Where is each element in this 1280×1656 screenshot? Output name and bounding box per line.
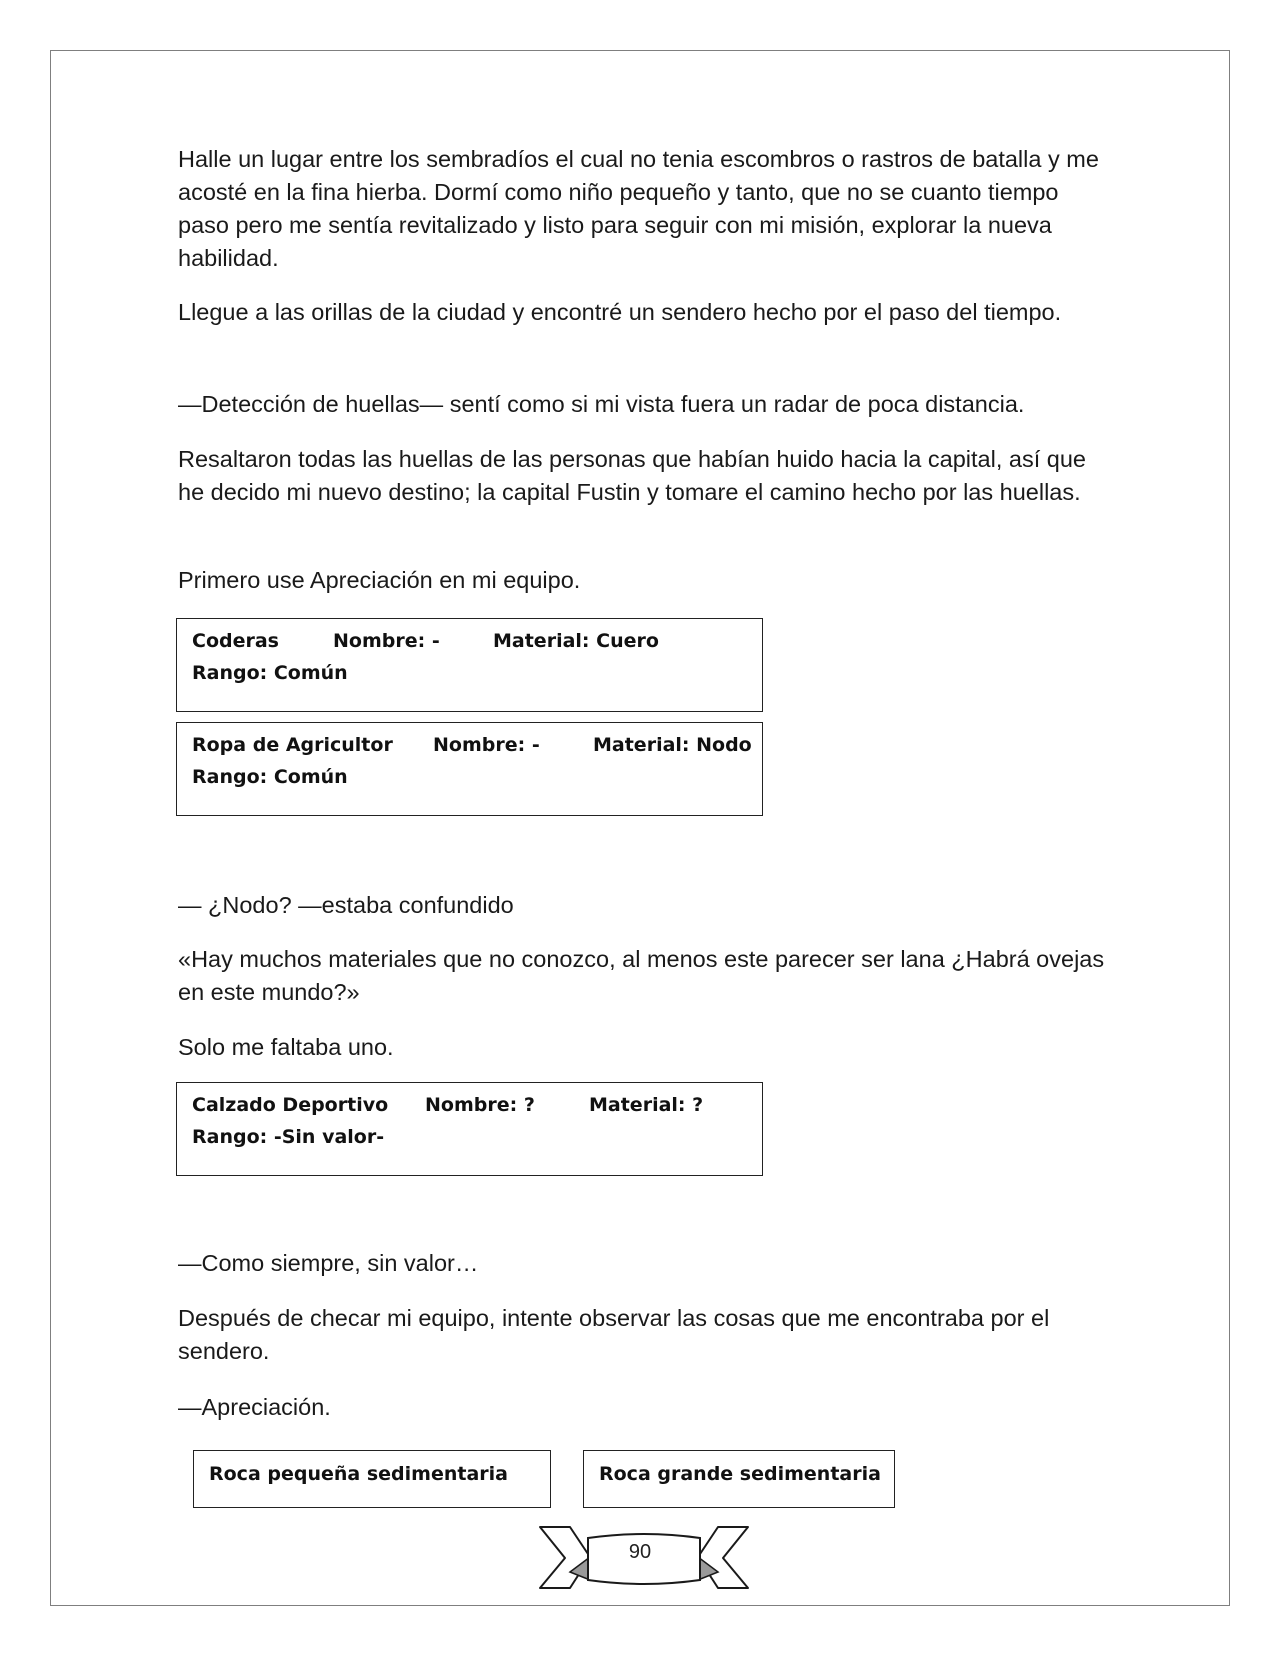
item-name: Roca grande sedimentaria bbox=[599, 1463, 881, 1485]
item-rango: Rango: Común bbox=[192, 766, 348, 788]
paragraph-8: Solo me faltaba uno. bbox=[178, 1034, 394, 1060]
item-name: Coderas bbox=[192, 630, 279, 652]
paragraph-11: —Apreciación. bbox=[178, 1394, 331, 1420]
item-material: Material: ? bbox=[589, 1094, 704, 1116]
item-name: Ropa de Agricultor bbox=[192, 734, 393, 756]
item-rango: Rango: -Sin valor- bbox=[192, 1126, 385, 1148]
paragraph-3: —Detección de huellas— sentí como si mi vista fuera un radar de poca distancia. bbox=[178, 391, 1025, 417]
item-rango: Rango: Común bbox=[192, 662, 348, 684]
paragraph-4: Resaltaron todas las huellas de las personas que habían huido hacia la capital, así que he decido mi nuevo destino; la capital Fustin y tomare el camino hecho por las huellas. bbox=[178, 446, 1086, 505]
paragraph-6: — ¿Nodo? —estaba confundido bbox=[178, 892, 514, 918]
paragraph-7: «Hay muchos materiales que no conozco, al menos este parecer ser lana ¿Habrá ovejas en este mundo?» bbox=[178, 946, 1105, 1005]
item-nombre: Nombre: - bbox=[333, 630, 440, 652]
item-nombre: Nombre: - bbox=[433, 734, 540, 756]
item-nombre: Nombre: ? bbox=[425, 1094, 535, 1116]
paragraph-5: Primero use Apreciación en mi equipo. bbox=[178, 567, 581, 593]
item-name: Calzado Deportivo bbox=[192, 1094, 389, 1116]
paragraph-10: Después de checar mi equipo, intente observar las cosas que me encontraba por el sendero. bbox=[178, 1305, 1050, 1364]
item-material: Material: Cuero bbox=[493, 630, 659, 652]
item-material: Material: Nodo bbox=[593, 734, 752, 756]
item-name: Roca pequeña sedimentaria bbox=[209, 1463, 508, 1485]
paragraph-1: Halle un lugar entre los sembradíos el cual no tenia escombros o rastros de batalla y me acosté en la fina hierba. Dormí como niño pequeño y tanto, que no se cuanto tiempo paso pero me sentía revitalizado y listo para seguir con mi misión, explorar la nueva habilidad. bbox=[178, 146, 1099, 271]
page-number: 90 bbox=[628, 1541, 652, 1563]
paragraph-9: —Como siempre, sin valor… bbox=[178, 1250, 479, 1276]
paragraph-2: Llegue a las orillas de la ciudad y encontré un sendero hecho por el paso del tiempo. bbox=[178, 299, 1062, 325]
